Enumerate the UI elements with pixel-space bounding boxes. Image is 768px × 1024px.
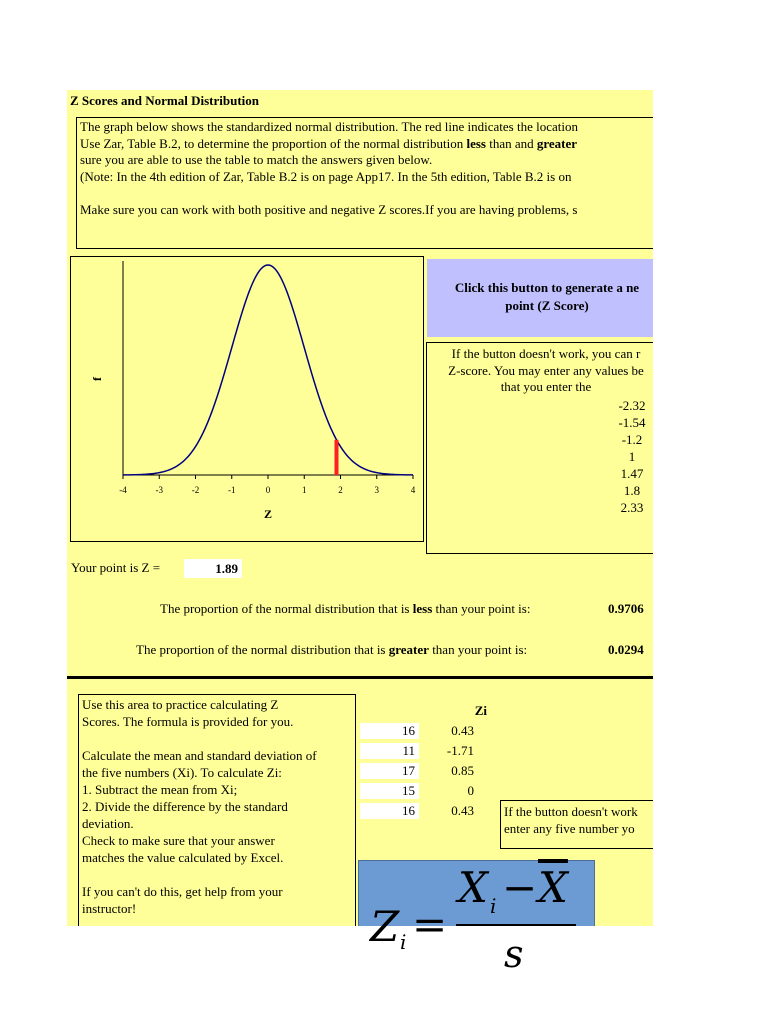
- spreadsheet-area: [67, 90, 653, 926]
- chart-svg: [71, 257, 423, 541]
- section-divider: [67, 676, 653, 679]
- practice-line: the five numbers (Xi). To calculate Zi:: [82, 765, 282, 780]
- z-score-formula: [360, 860, 620, 980]
- practice-line: If you can't do this, get help from your: [82, 884, 283, 899]
- proportion-greater-text: The proportion of the normal distribution that is greater than your point is:: [136, 642, 528, 657]
- formula-numerator-subscript: i: [490, 894, 497, 918]
- proportion-less-text: The proportion of the normal distribution that is less than your point is:: [160, 601, 531, 616]
- x-tick-label: 1: [302, 485, 307, 495]
- zi-value: 0.43: [451, 803, 474, 818]
- intro-line: sure you are able to use the table to match the answers given below.: [80, 152, 433, 167]
- x-tick-label: 2: [338, 485, 343, 495]
- z-score-value-cell[interactable]: 1.89: [184, 559, 242, 578]
- button-label-line: Click this button to generate a ne: [454, 280, 640, 295]
- zi-value: 0: [467, 783, 474, 798]
- formula-numerator-x: X: [458, 863, 488, 912]
- manual-entry-line: Z-score. You may enter any values be: [448, 362, 644, 378]
- x-tick-label: 4: [410, 485, 416, 495]
- formula-equals: =: [412, 900, 448, 949]
- formula-numerator-xbar: $\overline{X}$: [538, 863, 568, 912]
- xi-input-cell[interactable]: 15: [360, 783, 419, 799]
- z-value-option[interactable]: 1.8: [623, 483, 641, 498]
- intro-line: Use Zar, Table B.2, to determine the proportion of the normal distribution less than and greater: [80, 135, 578, 151]
- x-tick-label: 3: [374, 485, 379, 495]
- x-tick-label: -3: [155, 485, 163, 495]
- x-axis-label: Z: [263, 507, 273, 521]
- intro-text-box: [76, 117, 653, 249]
- intro-line: Make sure you can work with both positive and negative Z scores.If you are having problems, s: [80, 201, 578, 217]
- normal-distribution-chart: [70, 256, 424, 542]
- zi-value: 0.85: [451, 763, 474, 778]
- right-note-line: enter any five number yo: [504, 820, 635, 836]
- manual-entry-line: If the button doesn't work, you can r: [451, 346, 641, 361]
- xi-input-cell[interactable]: 16: [360, 723, 419, 739]
- generate-z-score-button[interactable]: [427, 259, 653, 337]
- z-value-option[interactable]: 2.33: [620, 500, 644, 515]
- practice-line: Use this area to practice calculating Z: [82, 697, 279, 712]
- practice-line: Check to make sure that your answer: [82, 833, 275, 848]
- right-note-line: If the button doesn't work: [504, 804, 638, 819]
- manual-entry-values: [617, 397, 647, 516]
- page-title: Z Scores and Normal Distribution: [70, 93, 259, 108]
- intro-line: (Note: In the 4th edition of Zar, Table B.2 is on page App17. In the 5th edition, Table B.2 is on: [80, 168, 572, 184]
- zi-column-header: Zi: [474, 703, 487, 718]
- practice-line: 1. Subtract the mean from Xi;: [82, 782, 238, 797]
- proportion-less-value: 0.9706: [608, 601, 644, 616]
- z-value-option[interactable]: 1: [628, 449, 636, 464]
- formula-z-subscript: i: [400, 930, 407, 954]
- x-tick-label: -2: [191, 485, 200, 495]
- formula-fraction-bar: [456, 924, 576, 926]
- z-value-option[interactable]: -1.2: [621, 432, 643, 447]
- intro-line: The graph below shows the standardized normal distribution. The red line indicates the location: [80, 119, 578, 134]
- formula-denominator: s: [504, 932, 524, 976]
- practice-line: 2. Divide the difference by the standard: [82, 799, 288, 814]
- x-tick-label: -1: [228, 485, 236, 495]
- zi-value: -1.71: [446, 743, 474, 758]
- manual-entry-line: that you enter the: [500, 379, 592, 394]
- xi-input-cell[interactable]: 11: [360, 743, 419, 759]
- practice-line: Calculate the mean and standard deviation of: [82, 748, 317, 763]
- x-tick-label: 0: [265, 485, 271, 495]
- practice-line: deviation.: [82, 816, 134, 831]
- z-value-option[interactable]: -1.54: [618, 415, 646, 430]
- xi-input-cell[interactable]: 16: [360, 803, 419, 819]
- zi-value: 0.43: [451, 723, 474, 738]
- z-value-option[interactable]: 1.47: [620, 466, 644, 481]
- practice-instructions-box: [78, 694, 356, 926]
- practice-line: instructor!: [82, 901, 137, 916]
- your-point-label: Your point is Z =: [71, 560, 161, 575]
- z-value-option[interactable]: -2.32: [618, 398, 646, 413]
- practice-line: matches the value calculated by Excel.: [82, 850, 284, 865]
- right-note-box: [500, 800, 653, 849]
- proportion-greater-value: 0.0294: [608, 642, 644, 657]
- manual-entry-box: [426, 342, 653, 554]
- practice-line: Scores. The formula is provided for you.: [82, 714, 294, 729]
- x-tick-label: -4: [119, 485, 127, 495]
- xi-input-cell[interactable]: 17: [360, 763, 419, 779]
- formula-minus: −: [502, 863, 538, 912]
- y-axis-label: f: [90, 377, 104, 381]
- normal-curve-line: [123, 265, 413, 475]
- button-label-line: point (Z Score): [505, 298, 589, 313]
- formula-z: Z: [370, 902, 400, 951]
